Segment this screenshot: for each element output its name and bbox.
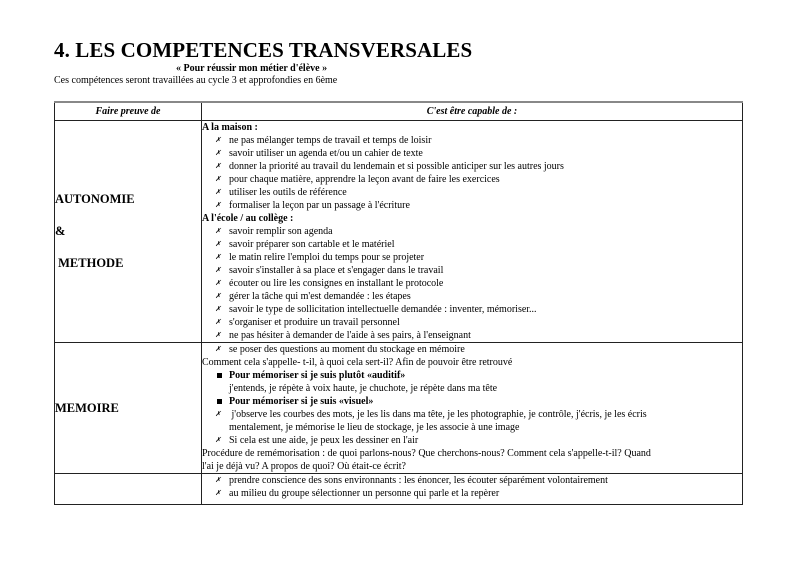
x-mark-bullet-icon: ✗: [215, 305, 221, 313]
x-mark-bullet-icon: ✗: [215, 476, 221, 484]
list-item: ✗ donner la priorité au travail du lendemain et si possible anticiper sur les autres jours: [215, 161, 564, 172]
x-mark-bullet-icon: ✗: [215, 318, 221, 326]
visuel-continuation: mentalement, je mémorise le lieu de stockage, je les associe à une image: [229, 422, 520, 433]
list-item: ✗ savoir préparer son cartable et le matériel: [215, 239, 395, 250]
column-header-faire-preuve: Faire preuve de: [55, 102, 202, 121]
square-bullet-icon: [217, 399, 222, 404]
list-item: ✗ ne pas mélanger temps de travail et temps de loisir: [215, 135, 432, 146]
x-mark-bullet-icon: ✗: [215, 292, 221, 300]
list-item: ✗ s'organiser et produire un travail personnel: [215, 317, 400, 328]
procedure-line-1: Procédure de remémorisation : de quoi parlons-nous? Que cherchons-nous? Comment cela s'appelle-t-il? Quand: [202, 448, 651, 459]
memoire-question-line: Comment cela s'appelle- t-il, à quoi cela sert-il? Afin de pouvoir être retrouvé: [202, 357, 513, 368]
x-mark-bullet-icon: ✗: [215, 410, 221, 418]
row-label-empty: [55, 474, 202, 505]
group-heading-maison: A la maison :: [202, 122, 258, 133]
table-row-ecoute: [55, 474, 743, 505]
x-mark-bullet-icon: ✗: [215, 489, 221, 497]
list-item: ✗ pour chaque matière, apprendre la leçon avant de faire les exercices: [215, 174, 500, 185]
list-item: ✗ prendre conscience des sons environnants : les énoncer, les écouter séparément volontairement: [215, 475, 608, 486]
x-mark-bullet-icon: ✗: [215, 253, 221, 261]
list-item: ✗ ne pas hésiter à demander de l'aide à ses pairs, à l'enseignant: [215, 330, 471, 341]
x-mark-bullet-icon: ✗: [215, 279, 221, 287]
list-item: ✗ savoir remplir son agenda: [215, 226, 333, 237]
list-item: ✗ savoir utiliser un agenda et/ou un cahier de texte: [215, 148, 423, 159]
list-item: ✗ utiliser les outils de référence: [215, 187, 347, 198]
auditif-description: j'entends, je répète à voix haute, je chuchote, je répète dans ma tête: [229, 383, 498, 394]
intro-text: Ces compétences seront travaillées au cycle 3 et approfondies en 6ème: [54, 75, 338, 86]
square-bullet-icon: [217, 373, 222, 378]
list-item: ✗ j'observe les courbes des mots, je les lis dans ma tête, je les photographie, je contrôle, j'écris, je les écris: [215, 409, 647, 420]
page-title: 4. LES COMPETENCES TRANSVERSALES: [54, 38, 473, 62]
x-mark-bullet-icon: ✗: [215, 331, 221, 339]
group-heading-ecole: A l'école / au collège :: [202, 213, 294, 224]
row-label-memoire: MEMOIRE: [55, 343, 202, 474]
square-list-item-auditif: Pour mémoriser si je suis plutôt «auditif»: [202, 369, 742, 382]
x-mark-bullet-icon: ✗: [215, 175, 221, 183]
procedure-line-2: l'ai je déjà vu? A propos de quoi? Où était-ce écrit?: [202, 461, 406, 472]
x-mark-bullet-icon: ✗: [215, 345, 221, 353]
row-content-memoire: [202, 343, 743, 474]
x-mark-bullet-icon: ✗: [215, 436, 221, 444]
list-item: ✗ formaliser la leçon par un passage à l'écriture: [215, 200, 410, 211]
list-item: ✗ Si cela est une aide, je peux les dessiner en l'air: [215, 435, 419, 446]
x-mark-bullet-icon: ✗: [215, 149, 221, 157]
x-mark-bullet-icon: ✗: [215, 227, 221, 235]
row-label-autonomie: [55, 121, 202, 343]
table-row-memoire: [55, 343, 743, 474]
table-header-row: [55, 102, 743, 121]
row-content-ecoute: [202, 474, 743, 505]
list-item: ✗ au milieu du groupe sélectionner un personne qui parle et la repèrer: [215, 488, 500, 499]
x-mark-bullet-icon: ✗: [215, 188, 221, 196]
label-line-autonomie: AUTONOMIE: [55, 192, 135, 206]
list-item: ✗ écouter ou lire les consignes en installant le protocole: [215, 278, 444, 289]
column-header-capable: C'est être capable de :: [202, 102, 743, 121]
list-item: ✗ savoir le type de sollicitation intellectuelle demandée : inventer, mémoriser...: [215, 304, 537, 315]
page-subtitle: « Pour réussir mon métier d'élève »: [176, 63, 328, 74]
label-line-ampersand: &: [55, 224, 66, 238]
row-content-autonomie: [202, 121, 743, 343]
list-item: ✗ se poser des questions au moment du stockage en mémoire: [215, 344, 465, 355]
x-mark-bullet-icon: ✗: [215, 266, 221, 274]
table-row-autonomie: [55, 121, 743, 343]
list-item: ✗ le matin relire l'emploi du temps pour se projeter: [215, 252, 425, 263]
list-item: ✗ savoir s'installer à sa place et s'engager dans le travail: [215, 265, 444, 276]
x-mark-bullet-icon: ✗: [215, 162, 221, 170]
label-line-methode: METHODE: [55, 256, 124, 270]
list-item: ✗ gérer la tâche qui m'est demandée : les étapes: [215, 291, 411, 302]
square-list-item-visuel: Pour mémoriser si je suis «visuel»: [202, 395, 742, 408]
x-mark-bullet-icon: ✗: [215, 136, 221, 144]
competences-table: [54, 101, 743, 505]
x-mark-bullet-icon: ✗: [215, 201, 221, 209]
x-mark-bullet-icon: ✗: [215, 240, 221, 248]
